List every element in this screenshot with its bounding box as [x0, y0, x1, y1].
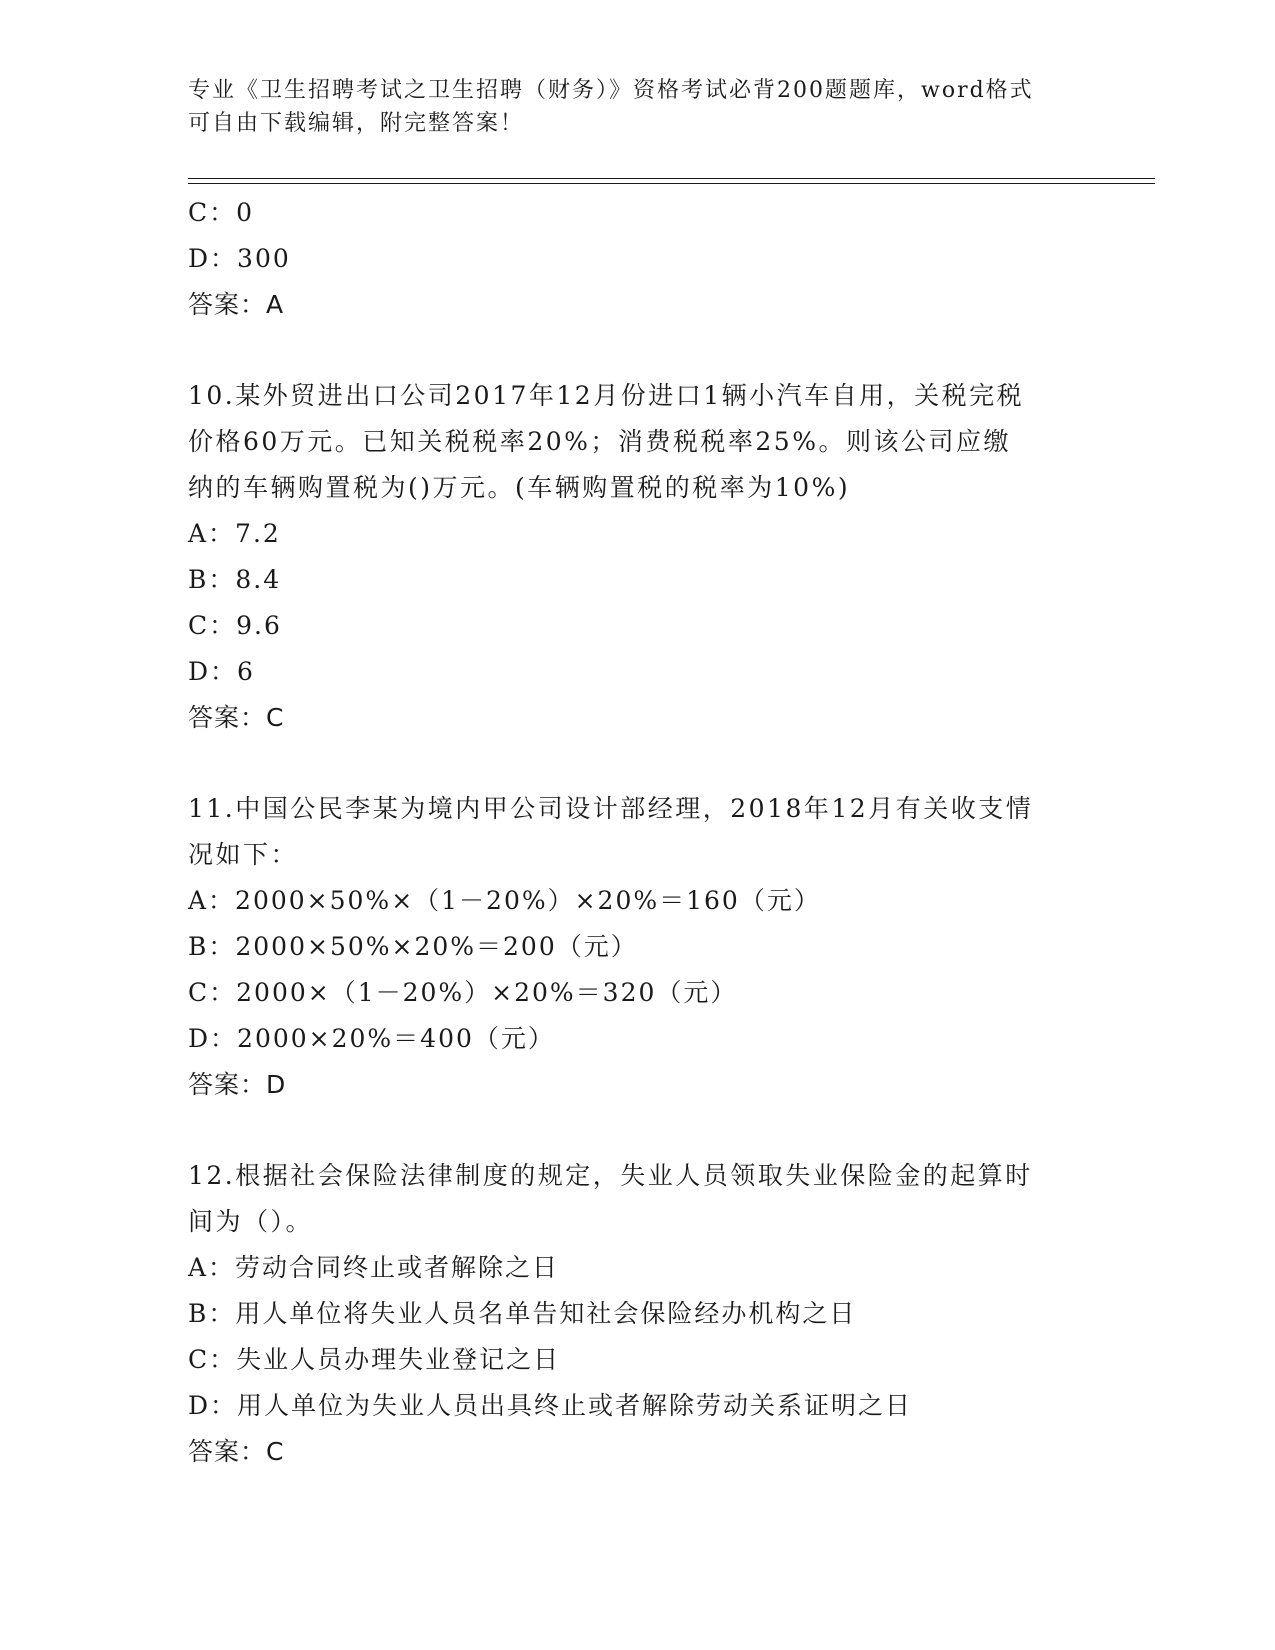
header-line-2: 可自由下载编辑，附完整答案！	[188, 111, 525, 136]
answer-line: 答案：C	[188, 1437, 285, 1466]
stem-line: 12.根据社会保险法律制度的规定，失业人员领取失业保险金的起算时	[188, 1161, 1033, 1190]
header-line-1: 专业《卫生招聘考试之卫生招聘（财务）》资格考试必背200题题库，word格式	[188, 78, 1034, 103]
document-header	[188, 74, 1068, 140]
stem-line: 纳的车辆购置税为()万元。(车辆购置税的税率为10%)	[188, 473, 851, 502]
question-10	[188, 373, 1088, 741]
option-d: D：2000×20%＝400（元）	[188, 1024, 555, 1053]
question-stem	[188, 373, 1068, 511]
answer-line: 答案：C	[188, 703, 285, 732]
option-c: C：9.6	[188, 611, 282, 640]
header-divider-bottom	[188, 183, 1155, 184]
option-a: A：7.2	[188, 519, 281, 548]
option-d: D：用人单位为失业人员出具终止或者解除劳动关系证明之日	[188, 1391, 913, 1420]
option-c: C：2000×（1－20%）×20%＝320（元）	[188, 978, 738, 1007]
option-a: A：2000×50%×（1－20%）×20%＝160（元）	[188, 886, 821, 915]
question-12	[188, 1153, 1088, 1475]
option-d: D：300	[188, 244, 291, 273]
option-b: B：8.4	[188, 565, 282, 594]
question-prev-tail	[188, 190, 1088, 328]
question-stem	[188, 786, 1068, 878]
stem-line: 况如下：	[188, 840, 299, 869]
option-b: B：2000×50%×20%＝200（元）	[188, 932, 638, 961]
option-c: C：失业人员办理失业登记之日	[188, 1345, 561, 1374]
option-c: C：0	[188, 198, 255, 227]
question-stem	[188, 1153, 1068, 1245]
stem-line: 11.中国公民李某为境内甲公司设计部经理，2018年12月有关收支情	[188, 794, 1034, 823]
stem-line: 价格60万元。已知关税税率20%；消费税税率25%。则该公司应缴	[188, 427, 1011, 456]
option-a: A：劳动合同终止或者解除之日	[188, 1253, 560, 1282]
stem-line: 10.某外贸进出口公司2017年12月份进口1辆小汽车自用，关税完税	[188, 381, 1025, 410]
answer-line: 答案：D	[188, 1070, 287, 1099]
stem-line: 间为（）。	[188, 1207, 314, 1236]
answer-line: 答案：A	[188, 290, 285, 319]
header-divider-top	[188, 178, 1155, 179]
question-list	[188, 190, 1088, 1475]
question-11	[188, 786, 1088, 1108]
option-d: D：6	[188, 657, 255, 686]
option-b: B：用人单位将失业人员名单告知社会保险经办机构之日	[188, 1299, 857, 1328]
